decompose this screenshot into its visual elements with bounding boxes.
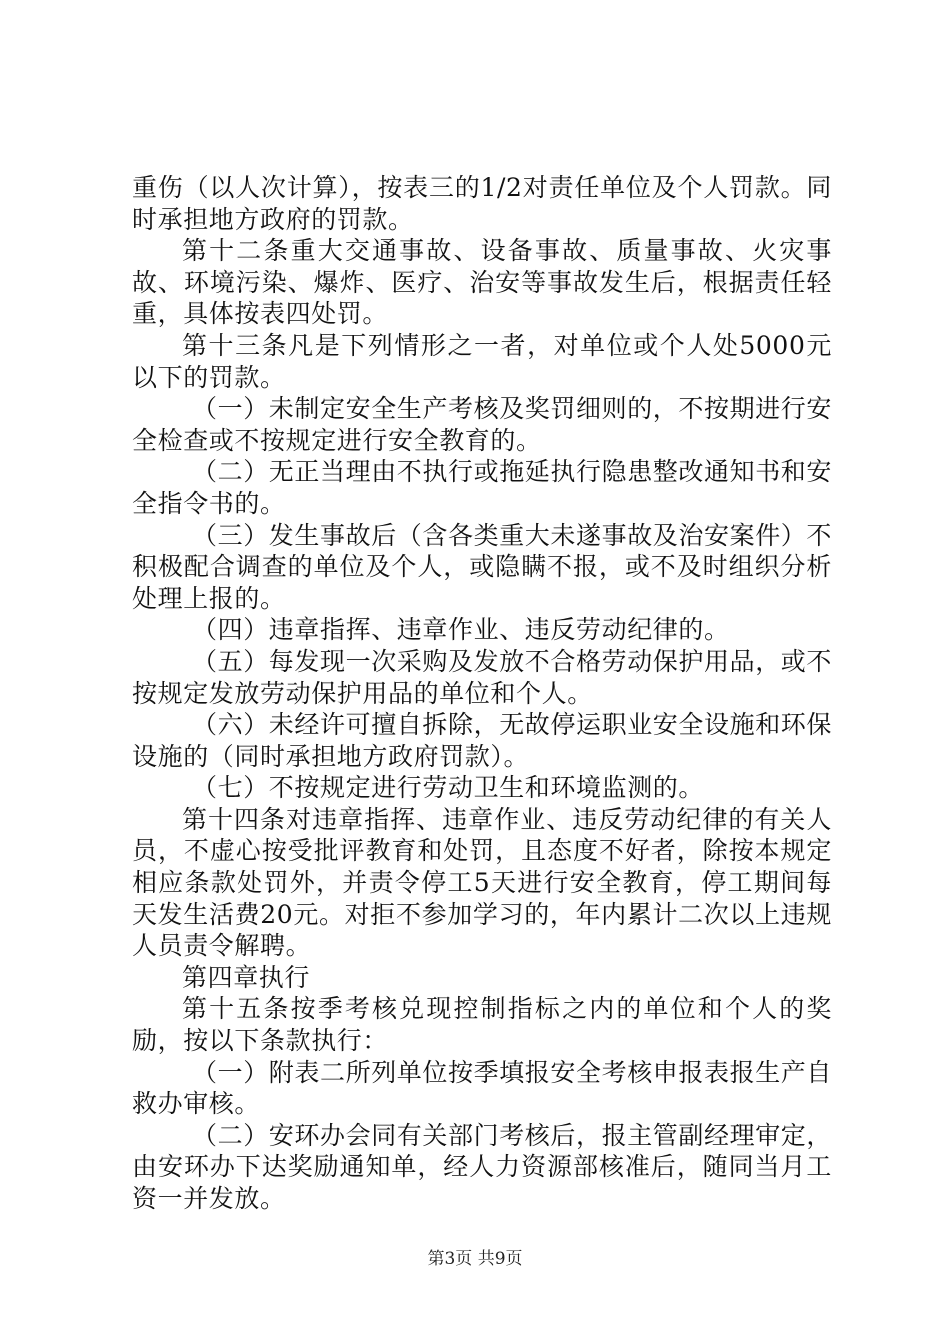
chapter-heading: 第四章执行 xyxy=(182,962,311,992)
paragraph: （四）违章指挥、违章作业、违反劳动纪律的。 xyxy=(192,615,730,645)
paragraph: （五）每发现一次采购及发放不合格劳动保护用品，或不按规定发放劳动保护用品的单位和个人。 xyxy=(132,646,833,708)
paragraph: （三）发生事故后（含各类重大未遂事故及治安案件）不积极配合调查的单位及个人，或隐瞒不报，或不及时组织分析处理上报的。 xyxy=(132,520,833,613)
paragraph: 第十四条对违章指挥、违章作业、违反劳动纪律的有关人员，不虚心按受批评教育和处罚，且态度不好者，除按本规定相应条款处罚外，并责令停工5天进行安全教育，停工期间每天发生活费20元。对拒不参加学习的，年内累计二次以上违规人员责令解聘。 xyxy=(132,804,832,961)
paragraph: 重伤（以人次计算），按表三的1/2对责任单位及个人罚款。同时承担地方政府的罚款。 xyxy=(132,173,832,234)
paragraph: （二）安环办会同有关部门考核后，报主管副经理审定，由安环办下达奖励通知单，经人力资源部核准后，随同当月工资一并发放。 xyxy=(132,1120,833,1213)
paragraph: （一）未制定安全生产考核及奖罚细则的，不按期进行安全检查或不按规定进行安全教育的。 xyxy=(132,394,833,455)
page-number: 第3页 共9页 xyxy=(427,1249,523,1269)
paragraph: （一）附表二所列单位按季填报安全考核申报表报生产自救办审核。 xyxy=(132,1057,833,1119)
paragraph: 第十五条按季考核兑现控制指标之内的单位和个人的奖励，按以下条款执行： xyxy=(132,994,832,1056)
page-footer xyxy=(0,1244,950,1269)
paragraph: （六）未经许可擅自拆除，无故停运职业安全设施和环保设施的（同时承担地方政府罚款）。 xyxy=(132,710,833,771)
paragraph: （二）无正当理由不执行或拖延执行隐患整改通知书和安全指令书的。 xyxy=(132,457,833,518)
paragraph: 第十三条凡是下列情形之一者，对单位或个人处5000元以下的罚款。 xyxy=(132,330,832,392)
document-body xyxy=(132,172,832,1215)
paragraph: 第十二条重大交通事故、设备事故、质量事故、火灾事故、环境污染、爆炸、医疗、治安等事故发生后，根据责任轻重，具体按表四处罚。 xyxy=(132,236,832,329)
paragraph: （七）不按规定进行劳动卫生和环境监测的。 xyxy=(192,773,705,803)
